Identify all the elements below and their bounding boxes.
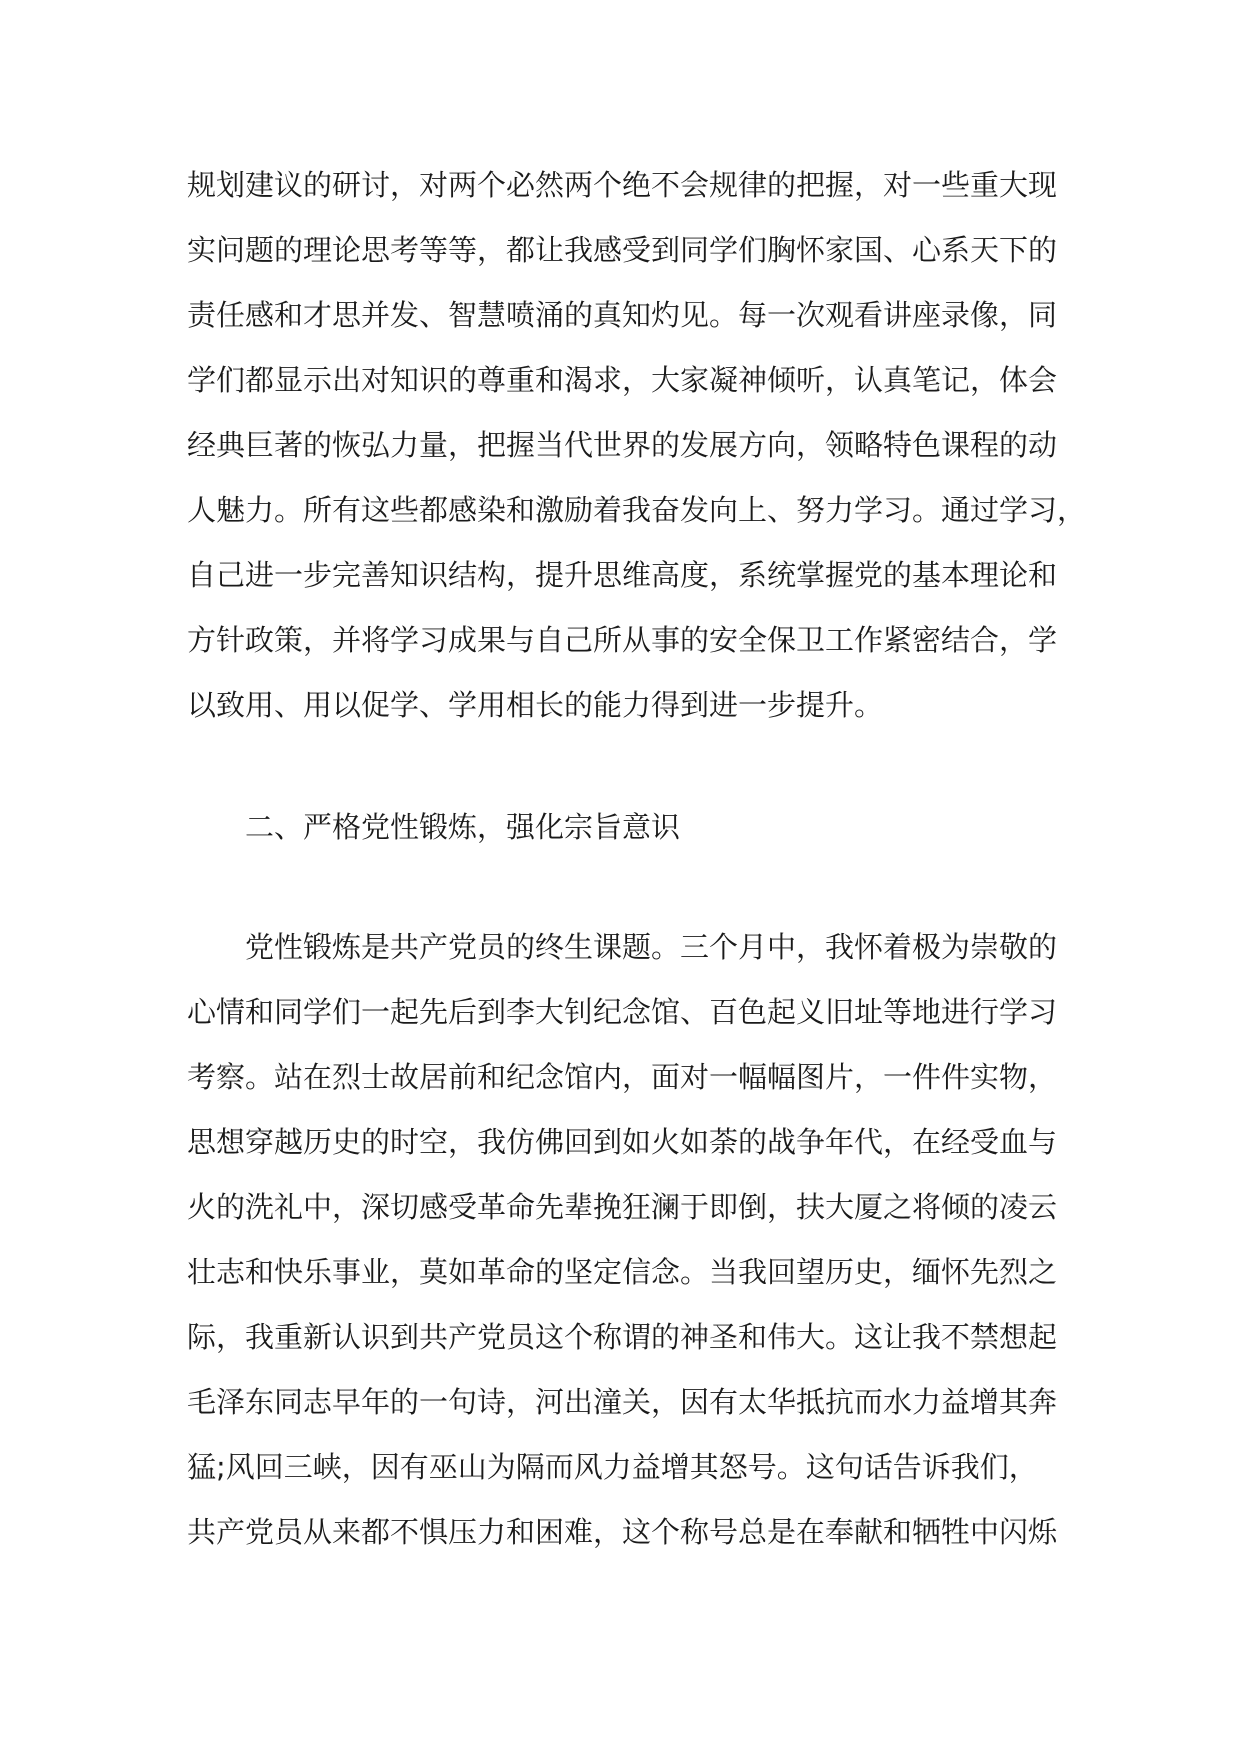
paragraph-line: 实问题的理论思考等等，都让我感受到同学们胸怀家国、心系天下的 bbox=[187, 233, 1058, 267]
paragraph-line: 规划建议的研讨，对两个必然两个绝不会规律的把握，对一些重大现 bbox=[187, 168, 1058, 202]
section-heading-text: 二、严格党性锻炼，强化宗旨意识 bbox=[245, 810, 681, 844]
paragraph-line: 自己进一步完善知识结构，提升思维高度，系统掌握党的基本理论和 bbox=[187, 558, 1058, 592]
paragraph-line: 人魅力。所有这些都感染和激励着我奋发向上、努力学习。通过学习， bbox=[187, 493, 1087, 527]
paragraph-line: 猛;风回三峡，因有巫山为隔而风力益增其怒号。这句话告诉我们， bbox=[187, 1450, 1038, 1484]
paragraph-line: 经典巨著的恢弘力量，把握当代世界的发展方向，领略特色课程的动 bbox=[187, 428, 1058, 462]
paragraph-party-training bbox=[187, 915, 1067, 1565]
paragraph-line: 共产党员从来都不惧压力和困难，这个称号总是在奉献和牺牲中闪烁 bbox=[187, 1515, 1058, 1549]
paragraph-line: 考察。站在烈士故居前和纪念馆内，面对一幅幅图片，一件件实物， bbox=[187, 1060, 1058, 1094]
paragraph-line: 心情和同学们一起先后到李大钊纪念馆、百色起义旧址等地进行学习 bbox=[187, 995, 1058, 1029]
section-heading bbox=[187, 795, 1067, 860]
paragraph-line: 学们都显示出对知识的尊重和渴求，大家凝神倾听，认真笔记，体会 bbox=[187, 363, 1058, 397]
paragraph-line: 思想穿越历史的时空，我仿佛回到如火如荼的战争年代，在经受血与 bbox=[187, 1125, 1058, 1159]
paragraph-line: 党性锻炼是共产党员的终生课题。三个月中，我怀着极为崇敬的 bbox=[245, 930, 1058, 964]
paragraph-line: 以致用、用以促学、学用相长的能力得到进一步提升。 bbox=[187, 688, 884, 722]
paragraph-line: 际，我重新认识到共产党员这个称谓的神圣和伟大。这让我不禁想起 bbox=[187, 1320, 1058, 1354]
paragraph-line: 方针政策，并将学习成果与自己所从事的安全保卫工作紧密结合，学 bbox=[187, 623, 1058, 657]
paragraph-line: 火的洗礼中，深切感受革命先辈挽狂澜于即倒，扶大厦之将倾的凌云 bbox=[187, 1190, 1058, 1224]
paragraph-study-results bbox=[187, 153, 1087, 738]
paragraph-line: 毛泽东同志早年的一句诗，河出潼关，因有太华抵抗而水力益增其奔 bbox=[187, 1385, 1058, 1419]
paragraph-line: 责任感和才思并发、智慧喷涌的真知灼见。每一次观看讲座录像，同 bbox=[187, 298, 1058, 332]
paragraph-line: 壮志和快乐事业，莫如革命的坚定信念。当我回望历史，缅怀先烈之 bbox=[187, 1255, 1058, 1289]
